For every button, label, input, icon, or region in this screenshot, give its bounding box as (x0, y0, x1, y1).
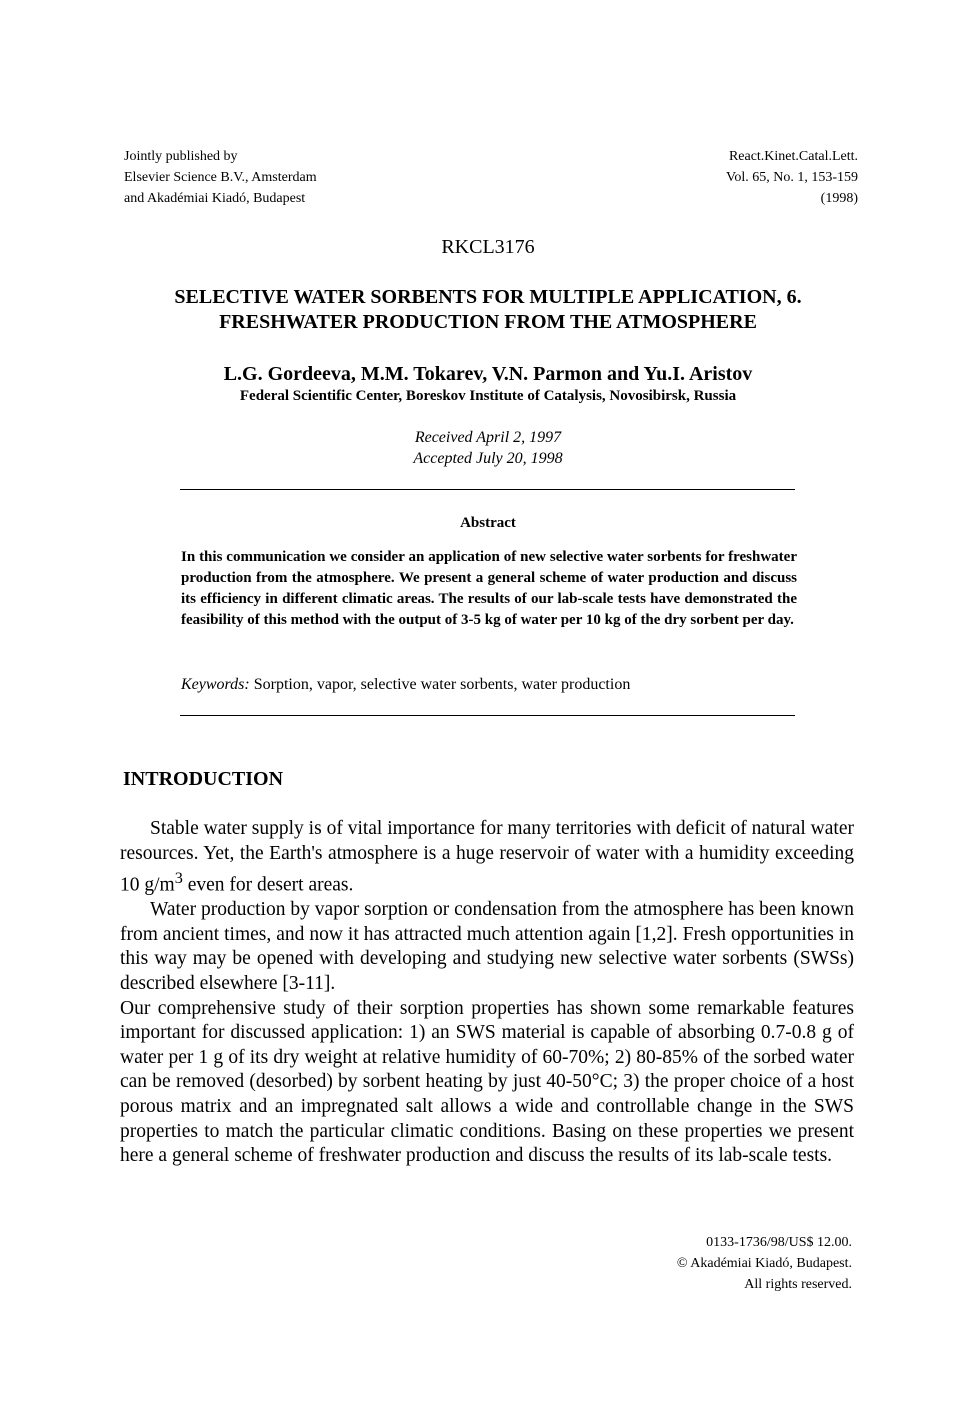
rights-reserved: All rights reserved. (744, 1277, 852, 1292)
publisher-line-3: and Akadémiai Kiadó, Budapest (124, 191, 306, 206)
keywords-text: Sorption, vapor, selective water sorbents, water production (253, 676, 631, 693)
section-heading-introduction: INTRODUCTION (123, 768, 284, 790)
accepted-date: Accepted July 20, 1998 (413, 450, 563, 467)
issn-price: 0133-1736/98/US$ 12.00. (706, 1235, 852, 1250)
copyright-holder: © Akadémiai Kiadó, Budapest. (676, 1256, 852, 1271)
paragraph-1-text: Stable water supply is of vital importance for many territories with deficit of natural water resources. Yet, the Earth's atmosphere is a huge reservoir of water with a humidity exceeding 10 g/m (120, 818, 854, 896)
journal-year: (1998) (820, 191, 858, 206)
paragraph-2: Water production by vapor sorption or condensation from the atmosphere has been known from ancient times, and now it has attracted much attention again [1,2]. Fresh opportunities in this way may be opened with developing and studying new selective water sorbents (SWSs) described elsewhere [3-11]. (120, 899, 854, 995)
divider-bottom (180, 715, 795, 716)
keywords (181, 674, 797, 695)
publisher-line-2: Elsevier Science B.V., Amsterdam (124, 170, 317, 185)
copyright-footer (677, 1232, 852, 1295)
title-line-1: SELECTIVE WATER SORBENTS FOR MULTIPLE APPLICATION, 6. (174, 286, 802, 308)
keywords-label: Keywords: (181, 676, 250, 693)
paragraph-3: Our comprehensive study of their sorption properties has shown some remarkable features important for discussed application: 1) an SWS material is capable of absorbing 0.7-0.8 g of water per 1 g of its dry weight at relative humidity of 60-70%; 2) 80-85% of the sorbed water can be removed (desorbed) by sorbent heating by just 40-50°C; 3) the proper choice of a host porous matrix and an impregnated salt allows a wide and controllable change in the SWS properties to match the particular climatic conditions. Basing on these properties we present here a general scheme of freshwater production and discuss the results of its lab-scale tests. (120, 997, 854, 1167)
article-dates (0, 427, 976, 469)
title-line-2: FRESHWATER PRODUCTION FROM THE ATMOSPHERE (219, 311, 757, 333)
received-date: Received April 2, 1997 (414, 429, 562, 446)
publisher-line-1: Jointly published by (124, 149, 238, 164)
journal-volume: Vol. 65, No. 1, 153-159 (726, 170, 858, 185)
abstract-text: In this communication we consider an application of new selective water sorbents for freshwater production from the atmosphere. We present a general scheme of water production and discuss its efficiency in different climatic areas. The results of our lab-scale tests have demonstrated the feasibility of this method with the output of 3-5 kg of water per 10 kg of the dry sorbent per day. (181, 549, 797, 628)
superscript-3: 3 (174, 869, 183, 888)
article-title (90, 285, 886, 335)
affiliation: Federal Scientific Center, Boreskov Institute of Catalysis, Novosibirsk, Russia (239, 388, 737, 404)
introduction-body (120, 817, 854, 1169)
divider-top (180, 489, 795, 490)
authors: L.G. Gordeeva, M.M. Tokarev, V.N. Parmon and Yu.I. Aristov (223, 363, 753, 385)
article-code: RKCL3176 (441, 236, 535, 258)
paragraph-1 (120, 817, 854, 898)
paragraph-1-end: even for desert areas. (182, 874, 354, 896)
abstract-heading: Abstract (460, 515, 516, 531)
publisher-info (124, 146, 317, 209)
journal-citation (726, 146, 858, 209)
journal-name: React.Kinet.Catal.Lett. (728, 149, 858, 164)
